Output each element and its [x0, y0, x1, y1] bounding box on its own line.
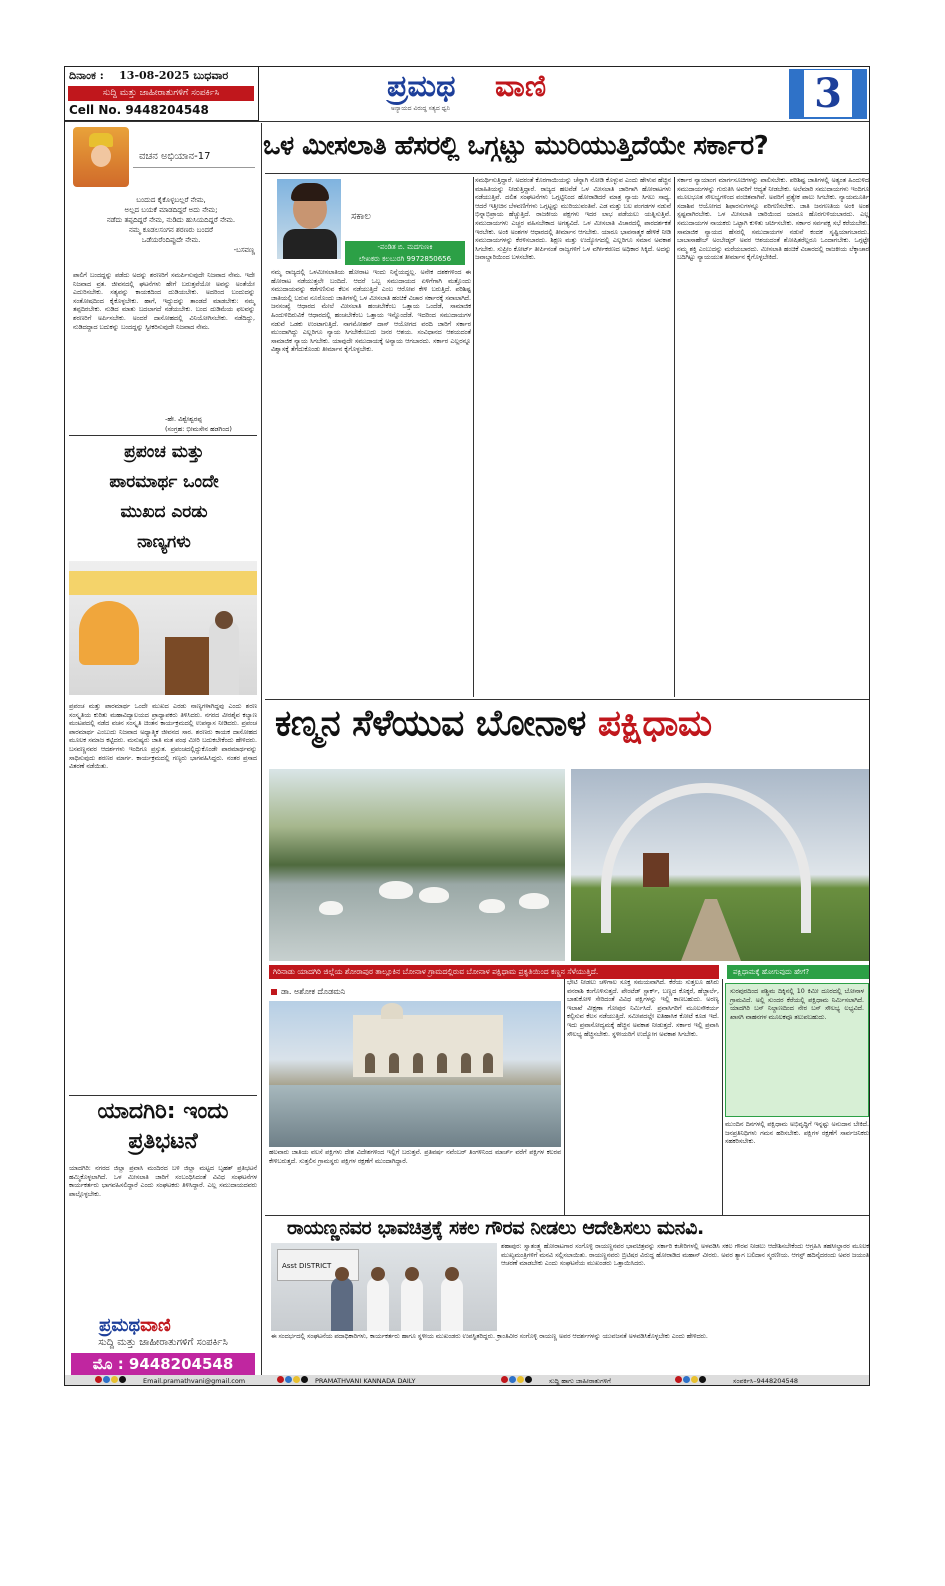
- header-rule: [65, 121, 870, 122]
- feature-title-line: ಪಾರಮಾರ್ಥ ಒಂದೇ: [109, 472, 219, 492]
- page-number: [789, 69, 867, 119]
- fort-dome: [381, 1003, 403, 1019]
- saints-portrait: [79, 601, 139, 665]
- color-dot: [509, 1376, 516, 1383]
- column-divider: [564, 979, 565, 1215]
- fort-photo: [269, 1001, 561, 1147]
- rule: [265, 699, 869, 700]
- lead-headline: ಒಳ ಮೀಸಲಾತಿ ಹೆಸರಲ್ಲಿ ಒಗ್ಗಟ್ಟು ಮುರಿಯುತ್ತಿದೆಯೇ ಸರ್ಕಾರ?: [263, 131, 769, 161]
- speaker-head: [215, 611, 233, 629]
- column-divider: [722, 979, 723, 1215]
- column-name: ಸಕಾಲ: [351, 211, 371, 222]
- footer-contact: ಸಂಪರ್ಕಿಸಿ–9448204548: [733, 1377, 798, 1385]
- color-dots: [675, 1375, 707, 1386]
- stage-banner: [69, 571, 257, 595]
- date-value: 13-08-2025 ಬುಧವಾರ: [119, 69, 229, 82]
- stork-shape: [379, 881, 413, 899]
- vachana-body: ಪಾಲಿಗೆ ಬಂದದ್ದನ್ನು ಪಡೆದು ಅದನ್ನು ಶರಣರಿಗೆ ಸಮರ್ಪಿಸುವುದೇ ನಿಜವಾದ ನೇಮ. ಇದೇ ನಿಜವಾದ ವ್ರತ. ಜೀವನದಲ್ಲಿ ಘಟನೆಗಳು ಹೇಗೆ ಬರುತ್ತವೆಯೋ ಅವನ್ನು ಅಂತೆಯೇ ಎದುರಿಸಬೇಕು. ಸತ್ಯವನ್ನು ಕಾಯಕದಿಂದ ದುಡಿಯಬೇಕು. ಅದರಿಂದ ಬಂದುದನ್ನು ಸಂತೋಷದಿಂದ ಕೈಕೊಳ್ಳಬೇಕು. ಹಾಗೆ, ಇದ್ದುದನ್ನು ತಾಂಡದೆ ಮಾಡಬೇಕು: ನಮ್ಮ ತಪ್ಪದಿರಬೇಕು. ನುಡಿದ ಮಾತು ಬದಲಾಗದೆ ನಡೆಯಬೇಕು. ಬಂದ ದುಡಿಮೆಯ ಫಲವನ್ನು ಶರಣರಿಗೆ ಅರ್ಪಿಸಬೇಕು. ಅಂದರೆ ದಾಸೋಹದಲ್ಲಿ ವಿನಿಯೋಗಿಸಬೇಕು. ನಡೆದಿದ್ದು, ನುಡಿದದ್ದಾದ ಬದುಕನ್ನು ಬಂದದ್ದನ್ನು ಸ್ವೀಕರಿಸುವುದೇ ನಿಜವಾದ ನೇಮ.: [73, 272, 255, 331]
- author-bar: [345, 241, 465, 265]
- columnist-shirt: [283, 229, 337, 259]
- face-shape: [91, 145, 111, 167]
- person-shape: [401, 1277, 423, 1331]
- poem-line: ಅಲ್ಲದ ಬಯಕೆ ಮಾಡದಿದ್ದರೆ ಅದು ನೇಮ;: [124, 206, 218, 214]
- column-divider: [261, 123, 262, 1375]
- yadagiri-body: ಯಾದಗಿರಿ: ನಗರದ ಜಿಲ್ಲಾ ಪ್ರವಾಸಿ ಮಂದಿರದ ಬಳಿ ಜಿಲ್ಲಾ ಮಟ್ಟದ ಬೃಹತ್ ಪ್ರತಿಭಟನೆ ಹಮ್ಮಿಕೊಳ್ಳಲಾಗಿದೆ. ಒಳ ಮೀಸಲಾತಿ ಜಾರಿಗೆ ಸಂಬಂಧಿಸಿದಂತೆ ವಿವಿಧ ಸಂಘಟನೆಗಳ ಕಾರ್ಯಕರ್ತರು ಭಾಗವಹಿಸಲಿದ್ದಾರೆ ಎಂದು ಸಂಘಟಕರು ತಿಳಿಸಿದ್ದಾರೆ. ಎಲ್ಲ ಸಮುದಾಯದವರು ಪಾಲ್ಗೊಳ್ಳಬೇಕು.: [69, 1165, 257, 1198]
- masthead-tagline: ಅನ್ಯಾಯದ ವಿರುದ್ಧ ಸತ್ಯದ ಧ್ವನಿ: [391, 105, 450, 112]
- color-dot: [517, 1376, 524, 1383]
- feature-body-2: ಭೇಟಿ ನೀಡಲು ಚಳಿಗಾಲ ಸೂಕ್ತ ಸಮಯವಾಗಿದೆ. ಕೆರೆಯ ಸುತ್ತಲೂ ಹಸಿರು ವನರಾಶಿ ಕಂಗೊಳಿಸುತ್ತದೆ. ಪೇಂಟೆಡ್ ಸ್ಟಾರ್ಕ್, ಬಣ್ಣದ ಕೊಕ್ಕರೆ, ಹೆಜ್ಜಾರ್ಲೆ, ಬಾತುಕೋಳಿ ಸೇರಿದಂತೆ ವಿವಿಧ ಪಕ್ಷಿಗಳನ್ನು ಇಲ್ಲಿ ಕಾಣಬಹುದು. ಅರಣ್ಯ ಇಲಾಖೆ ವೀಕ್ಷಣಾ ಗೋಪುರ ನಿರ್ಮಿಸಿದೆ. ಪ್ರವಾಸಿಗರಿಗೆ ಮೂಲಸೌಕರ್ಯ ಕಲ್ಪಿಸುವ ಕೆಲಸ ನಡೆಯುತ್ತಿದೆ. ಸಮೀಪದಲ್ಲೇ ಐತಿಹಾಸಿಕ ಕೋಟೆ ಕೂಡ ಇದೆ. ಇದು ಪ್ರವಾಸೋದ್ಯಮಕ್ಕೆ ಹೆಚ್ಚಿನ ಅವಕಾಶ ನೀಡುತ್ತದೆ. ಸರ್ಕಾರ ಇಲ್ಲಿ ಪ್ರವಾಸಿ ಸೌಲಭ್ಯ ಹೆಚ್ಚಿಸಬೇಕು. ಸ್ಥಳೀಯರಿಗೆ ಉದ್ಯೋಗ ಅವಕಾಶ ಸಿಗಬೇಕು.: [567, 979, 719, 1038]
- feature-title: [73, 437, 255, 557]
- color-dot: [285, 1376, 292, 1383]
- person-shape: [441, 1277, 463, 1331]
- columnist-box: [271, 177, 471, 267]
- poem-author: -ಬಸವಣ್ಣ: [233, 246, 255, 254]
- vachana-title: ವಚನ ಅಭಿಯಾನ-17: [139, 151, 211, 162]
- column-divider: [674, 177, 675, 697]
- byline-marker: [271, 989, 277, 995]
- rule: [265, 1215, 869, 1216]
- fort-arch: [483, 1053, 493, 1073]
- side-caption: ಪಕ್ಷಿಧಾಮಕ್ಕೆ ಹೋಗುವುದು ಹೇಗೆ?: [727, 965, 869, 979]
- story3-body-1: ಶಹಾಪುರ: ಸ್ವಾತಂತ್ರ್ಯ ಹೋರಾಟಗಾರ ಸಂಗೊಳ್ಳಿ ರಾಯಣ್ಣನವರ ಭಾವಚಿತ್ರವನ್ನು ಸರ್ಕಾರಿ ಕಚೇರಿಗಳಲ್ಲಿ ಅಳವಡಿಸಿ ಸಕಲ ಗೌರವ ನೀಡಲು ಆದೇಶಿಸಬೇಕೆಂದು ಆಗ್ರಹಿಸಿ ತಹಸೀಲ್ದಾರರ ಮೂಲಕ ಮುಖ್ಯಮಂತ್ರಿಗಳಿಗೆ ಮನವಿ ಸಲ್ಲಿಸಲಾಯಿತು. ರಾಯಣ್ಣನವರು ಬ್ರಿಟಿಷರ ವಿರುದ್ಧ ಹೋರಾಡಿದ ಮಹಾನ್ ವೀರರು. ಅವರ ತ್ಯಾಗ ಬಲಿದಾನ ಸ್ಮರಣೀಯ. ಆಗಸ್ಟ್ ಹದಿನೈದರಂದು ಅವರ ಜಯಂತಿ ಆಚರಣೆ ಮಾಡಬೇಕು ಎಂದು ಸಂಘಟನೆಯ ಮುಖಂಡರು ಒತ್ತಾಯಿಸಿದರು.: [501, 1243, 869, 1268]
- rule: [69, 1095, 257, 1096]
- feature-body-3: ಮುಂದಿನ ದಿನಗಳಲ್ಲಿ ಪಕ್ಷಿಧಾಮ ಅಭಿವೃದ್ಧಿಗೆ ಇನ್ನಷ್ಟು ಅನುದಾನ ಬೇಕಿದೆ. ಜನಪ್ರತಿನಿಧಿಗಳು ಗಮನ ಹರಿಸಬೇಕು. ಪಕ್ಷಿಗಳ ರಕ್ಷಣೆಗೆ ಸಾರ್ವಜನಿಕರು ಸಹಕರಿಸಬೇಕು.: [725, 1121, 869, 1146]
- water-reflection: [269, 1085, 561, 1147]
- poem-line: ಒಡೆಯರೆಂದಿಪ್ಪುದೇ ನೇಮ.: [141, 236, 201, 244]
- fort-arch: [461, 1053, 471, 1073]
- person-shape: [331, 1277, 353, 1331]
- color-dot: [501, 1376, 508, 1383]
- color-dot: [699, 1376, 706, 1383]
- speaker: [209, 621, 239, 695]
- fort-arch: [437, 1053, 447, 1073]
- stork-shape: [479, 899, 505, 913]
- lead-col-1: ನಮ್ಮ ರಾಜ್ಯದಲ್ಲಿ ಒಳಮೀಸಲಾತಿಯ ಹೋರಾಟ ಇಂದು ನಿನ್ನೆಯದ್ದಲ್ಲ. ಅನೇಕ ದಶಕಗಳಿಂದ ಈ ಹೋರಾಟ ನಡೆಯುತ್ತಲೇ ಬಂದಿದೆ. ಆದರೆ ಒಬ್ಬ ಸಮುದಾಯದ ಏಳಿಗೆಗಾಗಿ ಮತ್ತೊಂದು ಸಮುದಾಯವನ್ನು ಕಡೆಗಣಿಸುವ ಕೆಲಸ ನಡೆಯುತ್ತಿದೆ ಎಂಬ ಆರೋಪ ಕೇಳಿ ಬರುತ್ತಿದೆ. ಪರಿಶಿಷ್ಟ ಜಾತಿಯಲ್ಲಿ ಬರುವ ನೂರೊಂದು ಜಾತಿಗಳಲ್ಲಿ ಒಳ ಮೀಸಲಾತಿ ಹಂಚಿಕೆ ವಿಚಾರ ಸರ್ಕಾರಕ್ಕೆ ಸವಾಲಾಗಿದೆ. ಜನಸಂಖ್ಯೆ ಆಧಾರದ ಮೇಲೆ ಮೀಸಲಾತಿ ಹಂಚಬೇಕೆಂಬ ಒತ್ತಾಯ ಒಂದೆಡೆ, ಸಾಮಾಜಿಕ ಹಿಂದುಳಿದಿರುವಿಕೆ ಆಧಾರದಲ್ಲಿ ಹಂಚಬೇಕೆಂಬ ಒತ್ತಾಯ ಇನ್ನೊಂದೆಡೆ. ಇದರಿಂದ ಸಮುದಾಯಗಳ ನಡುವೆ ಒಡಕು ಉಂಟಾಗುತ್ತಿದೆ. ನಾಗಮೋಹನ್ ದಾಸ್ ಆಯೋಗದ ವರದಿ ಜಾರಿಗೆ ಸರ್ಕಾರ ಮುಂದಾಗಿದ್ದು ಎಲ್ಲರಿಗೂ ನ್ಯಾಯ ಸಿಗಬೇಕೆಂಬುದು ಜನರ ಆಶಯ. ಸಂವಿಧಾನದ ಆಶಯದಂತೆ ಸಾಮಾಜಿಕ ನ್ಯಾಯ ಸಿಗಬೇಕು. ಯಾವುದೇ ಸಮುದಾಯಕ್ಕೆ ಅನ್ಯಾಯ ಆಗಬಾರದು. ಸರ್ಕಾರ ಎಲ್ಲರನ್ನೂ ವಿಶ್ವಾಸಕ್ಕೆ ತೆಗೆದುಕೊಂಡು ತೀರ್ಮಾನ ಕೈಗೊಳ್ಳಬೇಕು.: [271, 269, 471, 354]
- office-sign-text: Asst DISTRICT: [282, 1262, 332, 1270]
- person-head: [371, 1267, 385, 1281]
- story3-headline: ರಾಯಣ್ಣನವರ ಭಾವಚಿತ್ರಕ್ಕೆ ಸಕಲ ಗೌರವ ನೀಡಲು ಆದೇಶಿಸಲು ಮನವಿ.: [287, 1217, 704, 1239]
- basavanna-portrait: [73, 127, 129, 187]
- ad-subtitle: ಸುದ್ದಿ ಮತ್ತು ಜಾಹೀರಾತುಗಳಿಗೆ ಸಂಪರ್ಕಿಸಿ: [98, 1337, 228, 1348]
- photo-caption: ಗಿರಿನಾಡು ಯಾದಗಿರಿ ಜಿಲ್ಲೆಯ ಶೋರಾಪುರ ತಾಲ್ಲೂಕಿನ ಬೋನಾಳ ಗ್ರಾಮದಲ್ಲಿರುವ ಬೋನಾಳ ಪಕ್ಷಿಧಾಮ ಪ್ರಕೃತಿಯಿಂದ ಕಣ್ಣನ ಸೆಳೆಯುತ್ತಿದೆ.: [269, 965, 719, 979]
- color-dot: [95, 1376, 102, 1383]
- color-dot: [293, 1376, 300, 1383]
- page-number-text: 3: [804, 70, 852, 117]
- color-dot: [525, 1376, 532, 1383]
- ad-title-right: ವಾಣಿ: [140, 1315, 171, 1336]
- stork-shape: [319, 901, 343, 915]
- gate-photo: [571, 769, 869, 961]
- lead-col-3: ಸರ್ಕಾರ ನ್ಯಾಯಾಂಗ ಮಾರ್ಗಸೂಚಿಗಳನ್ನು ಪಾಲಿಸಬೇಕು. ಪರಿಶಿಷ್ಟ ಜಾತಿಗಳಲ್ಲಿ ಅತ್ಯಂತ ಹಿಂದುಳಿದ ಸಮುದಾಯಗಳನ್ನು ಗುರುತಿಸಿ ಅವರಿಗೆ ಆದ್ಯತೆ ನೀಡಬೇಕು. ಅಲೆಮಾರಿ ಸಮುದಾಯಗಳು ಇಂದಿಗೂ ಮೂಲಭೂತ ಸೌಲಭ್ಯಗಳಿಂದ ವಂಚಿತವಾಗಿವೆ. ಅವರಿಗೆ ಪ್ರತ್ಯೇಕ ಪಾಲು ಸಿಗಬೇಕು. ನ್ಯಾಯಮೂರ್ತಿ ಸದಾಶಿವ ಆಯೋಗದ ಶಿಫಾರಸುಗಳನ್ನೂ ಪರಿಗಣಿಸಬೇಕು. ಜಾತಿ ಜನಗಣತಿಯ ಅಂಕಿ ಅಂಶ ಸ್ಪಷ್ಟವಾಗಿರಬೇಕು. ಒಳ ಮೀಸಲಾತಿ ಜಾರಿಯಿಂದ ಯಾರೂ ಹೊರಗುಳಿಯಬಾರದು. ಎಲ್ಲ ಸಮುದಾಯಗಳ ನಾಯಕರು ಒಟ್ಟಾಗಿ ಕುಳಿತು ಚರ್ಚಿಸಬೇಕು. ಸರ್ಕಾರ ಸರ್ವಪಕ್ಷ ಸಭೆ ಕರೆಯಬೇಕು. ಸಾಮಾಜಿಕ ನ್ಯಾಯದ ಹೆಸರಲ್ಲಿ ಸಮುದಾಯಗಳ ನಡುವೆ ಕಂದಕ ಸೃಷ್ಟಿಯಾಗಬಾರದು. ಬಾಬಾಸಾಹೇಬ್ ಅಂಬೇಡ್ಕರ್ ಅವರ ಆಶಯದಂತೆ ಶೋಷಿತರೆಲ್ಲರೂ ಒಂದಾಗಬೇಕು. ಒಗ್ಗಟ್ಟೇ ನಮ್ಮ ಶಕ್ತಿ ಎಂಬುದನ್ನು ಮರೆಯಬಾರದು. ಮೀಸಲಾತಿ ಹಂಚಿಕೆ ವಿಚಾರದಲ್ಲಿ ರಾಜಕೀಯ ಲೆಕ್ಕಾಚಾರ ಬದಿಗಿಟ್ಟು ನ್ಯಾಯಯುತ ತೀರ್ಮಾನ ಕೈಗೊಳ್ಳಬೇಕಿದೆ.: [677, 177, 869, 262]
- fort-building: [353, 1015, 503, 1077]
- column-divider: [473, 177, 474, 697]
- house-ad: [69, 1315, 257, 1377]
- masthead: [377, 69, 597, 115]
- color-dots: [95, 1375, 127, 1386]
- vachana-signature-sub: (ಸಂಗ್ರಹ: ಭೀಮಸೇನ ಹಡಗಿಂದ): [165, 425, 232, 433]
- color-dot: [103, 1376, 110, 1383]
- color-dot: [301, 1376, 308, 1383]
- lecture-photo: [69, 561, 257, 695]
- rule: [265, 173, 869, 174]
- person-head: [405, 1267, 419, 1281]
- signboard: [643, 853, 669, 887]
- vachana-poem: [87, 195, 255, 255]
- poem-line: ಬಂದುದ ಕೈಕೊಳ್ಳಬಲ್ಲರೆ ನೇಮ,: [136, 196, 206, 204]
- color-dot: [691, 1376, 698, 1383]
- yadagiri-title-line: ಯಾದಗಿರಿ: ಇಂದು: [97, 1099, 229, 1124]
- feature-headline: [275, 703, 869, 745]
- columnist-hair: [291, 183, 329, 201]
- color-dots: [277, 1375, 309, 1386]
- yadagiri-title: [69, 1097, 257, 1157]
- footer-email: Email.pramathvani@gmail.com: [143, 1377, 246, 1385]
- color-dot: [675, 1376, 682, 1383]
- podium: [165, 637, 209, 695]
- yadagiri-title-line: ಪ್ರತಿಭಟನೆ: [128, 1129, 198, 1154]
- author-name: -ಪಂಡಿತ ಬಿ. ಮದಗುಣಕಿ: [377, 243, 433, 251]
- ad-title-left: ಪ್ರಮಥ: [99, 1315, 141, 1336]
- person-shape: [367, 1277, 389, 1331]
- masthead-right: ವಾಣಿ: [495, 69, 547, 104]
- color-dot: [111, 1376, 118, 1383]
- masthead-left: ಪ್ರಮಥ: [387, 69, 456, 104]
- fort-arch: [389, 1053, 399, 1073]
- feature-headline-red: ಪಕ್ಷಿಧಾಮ: [597, 703, 712, 744]
- footer-bar: [65, 1375, 870, 1386]
- color-dot: [683, 1376, 690, 1383]
- directions-box: [725, 983, 869, 1117]
- fort-arch: [413, 1053, 423, 1073]
- cell-number: Cell No. 9448204548: [69, 103, 209, 117]
- feature-body-4: ಹಲವಾರು ಜಾತಿಯ ವಲಸೆ ಪಕ್ಷಿಗಳು ದೇಶ ವಿದೇಶಗಳಿಂದ ಇಲ್ಲಿಗೆ ಬರುತ್ತವೆ. ಪ್ರತಿವರ್ಷ ನವೆಂಬರ್ ತಿಂಗಳಿನಿಂದ ಮಾರ್ಚ್ ವರೆಗೆ ಪಕ್ಷಿಗಳ ಕಲರವ ಕೇಳಿಬರುತ್ತದೆ. ಸುತ್ತಲಿನ ಗ್ರಾಮಸ್ಥರು ಪಕ್ಷಿಗಳ ರಕ್ಷಣೆಗೆ ಮುಂದಾಗಿದ್ದಾರೆ.: [269, 1149, 561, 1165]
- ad-line: ಸುದ್ದಿ ಮತ್ತು ಜಾಹೀರಾತುಗಳಿಗೆ ಸಂಪರ್ಕಿಸಿ: [68, 86, 254, 101]
- columnist-photo: [277, 179, 341, 259]
- poem-line: ನಮ್ಮ ಕೂಡಲಸಂಗನ ಶರಣರು ಬಂದರೆ: [128, 226, 214, 234]
- fort-arch: [365, 1053, 375, 1073]
- feature-title-line: ಪ್ರಪಂಚ ಮತ್ತು: [124, 442, 204, 462]
- newspaper-page: [64, 66, 870, 1386]
- story3-body-2: ಈ ಸಂದರ್ಭದಲ್ಲಿ ಸಂಘಟನೆಯ ಪದಾಧಿಕಾರಿಗಳು, ಕಾರ್ಯಕರ್ತರು ಹಾಗೂ ಸ್ಥಳೀಯ ಮುಖಂಡರು ಉಪಸ್ಥಿತರಿದ್ದರು. ಕ್ರಾಂತಿವೀರ ಸಂಗೊಳ್ಳಿ ರಾಯಣ್ಣ ಅವರ ಆದರ್ಶಗಳನ್ನು ಯುವಜನತೆ ಅಳವಡಿಸಿಕೊಳ್ಳಬೇಕು ಎಂದು ಹೇಳಿದರು.: [271, 1333, 708, 1340]
- footer-news: ಸುದ್ದಿ ಹಾಗು ಜಾಹೀರಾತುಗಳಿಗೆ: [549, 1377, 611, 1385]
- lead-col-2: ಸಮರ್ಥಿಸುತ್ತಿದ್ದಾರೆ. ಅದರಂತೆ ಕೊರಗಾಯಿಯನ್ನು ಚೆನ್ನಾಗಿ ನೋಡಿ ಕೊಳ್ಳುವ ಎಂದು ಹೇಳುವ ಹೆಚ್ಚಿನ ಮಾಹಿತಿಯನ್ನು ನೀಡುತ್ತಿದ್ದಾರೆ. ರಾಜ್ಯದ ಹಲವೆಡೆ ಒಳ ಮೀಸಲಾತಿ ಜಾರಿಗಾಗಿ ಹೋರಾಟಗಳು ನಡೆಯುತ್ತಿವೆ. ದಲಿತ ಸಂಘಟನೆಗಳು ಒಗ್ಗಟ್ಟಿನಿಂದ ಹೋರಾಡಿದರೆ ಮಾತ್ರ ನ್ಯಾಯ ಸಿಗಲು ಸಾಧ್ಯ. ಆದರೆ ಇತ್ತೀಚಿನ ಬೆಳವಣಿಗೆಗಳು ಒಗ್ಗಟ್ಟನ್ನು ಮುರಿಯುವಂತಿವೆ. ಎಡ ಮತ್ತು ಬಲ ಪಂಗಡಗಳ ನಡುವೆ ಭಿನ್ನಾಭಿಪ್ರಾಯ ಹೆಚ್ಚುತ್ತಿದೆ. ರಾಜಕೀಯ ಪಕ್ಷಗಳು ಇದರ ಲಾಭ ಪಡೆಯಲು ಯತ್ನಿಸುತ್ತಿವೆ. ಸಮುದಾಯಗಳು ಎಚ್ಚರ ವಹಿಸಬೇಕಾದ ಅಗತ್ಯವಿದೆ. ಒಳ ಮೀಸಲಾತಿ ವಿಚಾರದಲ್ಲಿ ಪಾರದರ್ಶಕತೆ ಇರಬೇಕು. ಅಂಕಿ ಅಂಶಗಳ ಆಧಾರದಲ್ಲಿ ತೀರ್ಮಾನ ಆಗಬೇಕು. ಯಾರೂ ಭಾವನಾತ್ಮಕ ಹೇಳಿಕೆ ನೀಡಿ ಸಮುದಾಯಗಳನ್ನು ಕೆರಳಿಸಬಾರದು. ಶಿಕ್ಷಣ ಮತ್ತು ಉದ್ಯೋಗದಲ್ಲಿ ಎಲ್ಲರಿಗೂ ಸಮಾನ ಅವಕಾಶ ಸಿಗಬೇಕು. ಸುಪ್ರೀಂ ಕೋರ್ಟ್ ತೀರ್ಪಿನಂತೆ ರಾಜ್ಯಗಳಿಗೆ ಒಳ ವರ್ಗೀಕರಣದ ಅಧಿಕಾರ ಸಿಕ್ಕಿದೆ. ಅದನ್ನು ಜವಾಬ್ದಾರಿಯಿಂದ ಬಳಸಬೇಕು.: [475, 177, 671, 262]
- feature-title-line: ಮುಖದ ಎರಡು: [120, 502, 208, 522]
- ad-phone: ಮೊ : 9448204548: [71, 1353, 255, 1375]
- rule: [69, 435, 257, 436]
- memorandum-photo: [271, 1243, 497, 1331]
- color-dot: [277, 1376, 284, 1383]
- feature-body: ಪ್ರಪಂಚ ಮತ್ತು ಪಾರಮಾರ್ಥ ಒಂದೇ ಮುಖದ ಎರಡು ನಾಣ್ಯಗಳಾಗಿದ್ದವು ಎಂದು ಶರಣ ಸಂಸ್ಕೃತಿಯ ಕುರಿತು ಮಹಾವಿದ್ಯಾಲಯದ ಪ್ರಾಧ್ಯಾಪಕರು ತಿಳಿಸಿದರು. ನಗರದ ವೀರಶೈವ ಕಲ್ಯಾಣ ಮಂಟಪದಲ್ಲಿ ನಡೆದ ವಚನ ಸಂಸ್ಕೃತಿ ಚಿಂತನ ಕಾರ್ಯಕ್ರಮದಲ್ಲಿ ಉಪನ್ಯಾಸ ನೀಡಿದರು. ಪ್ರಪಂಚ ಪಾರಮಾರ್ಥ ಎಂಬುದು ನಿಜವಾದ ಅಧ್ಯಾತ್ಮಿಕ ಜೀವನದ ಸಾರ. ಶರಣರು ಕಾಯಕ ದಾಸೋಹದ ಮೂಲಕ ಸಮಾಜ ಕಟ್ಟಿದರು. ಮನುಷ್ಯರು ಜಾತಿ ಮತ ಪಂಥ ಮೀರಿ ಬದುಕಬೇಕೆಂದು ಹೇಳಿದರು. ಬಸವಣ್ಣನವರ ಆದರ್ಶಗಳು ಇಂದಿಗೂ ಪ್ರಸ್ತುತ. ಪ್ರಪಂಚದಲ್ಲಿದ್ದುಕೊಂಡೇ ಪಾರಮಾರ್ಥವನ್ನು ಸಾಧಿಸುವುದು ಶರಣರ ಮಾರ್ಗ. ಕಾರ್ಯಕ್ರಮದಲ್ಲಿ ಗಣ್ಯರು ಭಾಗವಹಿಸಿದ್ದರು. ನಂತರ ಪ್ರಸಾದ ವಿತರಣೆ ನಡೆಯಿತು.: [69, 703, 257, 771]
- vachana-signature: -ಹೇ. ವಿಶ್ವೇಶ್ವರಪ್ಪ: [165, 415, 202, 423]
- birds-photo: [269, 769, 565, 961]
- footer-paper: PRAMATHVANI KANNADA DAILY: [315, 1377, 416, 1385]
- color-dot: [119, 1376, 126, 1383]
- poem-line: ನಡೆದು ತಪ್ಪದಿದ್ದರೆ ನೇಮ, ನುಡಿದು ಹುಸಿಯದಿದ್ದರೆ ನೇಮ.: [106, 216, 236, 224]
- stork-shape: [519, 893, 549, 909]
- directions-text: ಸುರಪುರದಿಂದ ಪಶ್ಚಿಮ ದಿಕ್ಕಿನಲ್ಲಿ 10 ಕಿಮೀ ದೂರದಲ್ಲಿ ಬೋನಾಳ ಗ್ರಾಮವಿದೆ. ಅಲ್ಲಿ ಸುಂದರ ಕೆರೆಯಲ್ಲಿ ಪಕ್ಷಿಧಾಮ ನಿರ್ಮಿಸಲಾಗಿದೆ. ಯಾದಗಿರಿ ಬಸ್ ನಿಲ್ದಾಣದಿಂದ ನೇರ ಬಸ್ ಸೌಲಭ್ಯ ಲಭ್ಯವಿದೆ. ಖಾಸಗಿ ವಾಹನಗಳ ಮೂಲಕವೂ ತಲುಪಬಹುದು.: [730, 988, 864, 1021]
- stork-shape: [419, 887, 449, 903]
- author-sub: ಲೇಖಕರು ಕಲಬುರಗಿ 9972850656: [358, 255, 452, 263]
- person-head: [335, 1267, 349, 1281]
- byline: ಡಾ. ಅಶೋಕ ದೊಡಮನಿ: [281, 987, 346, 996]
- feature-title-line: ನಾಣ್ಯಗಳು: [137, 532, 191, 552]
- date-label: ದಿನಾಂಕ :: [69, 69, 104, 82]
- date-box: [65, 67, 259, 121]
- color-dots: [501, 1375, 533, 1386]
- person-head: [445, 1267, 459, 1281]
- feature-headline-black: ಕಣ್ಮನ ಸೆಳೆಯುವ ಬೋನಾಳ: [275, 703, 586, 744]
